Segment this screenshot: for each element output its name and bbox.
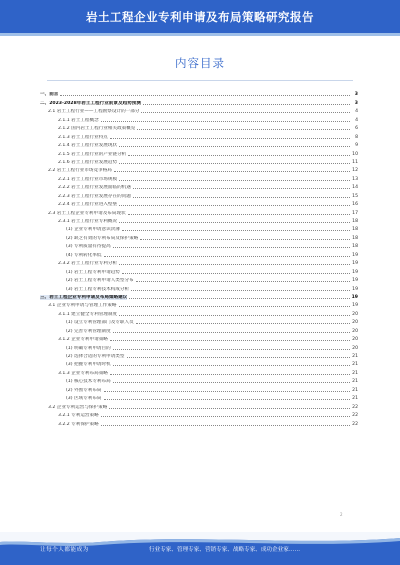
toc-entry[interactable] xyxy=(40,114,358,122)
toc-entry[interactable] xyxy=(40,249,358,257)
toc-entry[interactable] xyxy=(40,173,358,181)
toc-leader-dots xyxy=(140,239,350,240)
toc-entry[interactable] xyxy=(40,325,358,333)
toc-entry[interactable] xyxy=(40,89,358,97)
toc-page-number: 8 xyxy=(355,134,358,140)
toc-entry[interactable] xyxy=(40,334,358,342)
toc-entry[interactable] xyxy=(40,224,358,232)
footer-tagline: 行业专家、管理专家、营销专家、战略专家、成功企业家…… xyxy=(149,547,301,553)
toc-entry[interactable] xyxy=(40,359,358,367)
toc-leader-dots xyxy=(101,121,350,122)
toc-page-number: 18 xyxy=(352,244,358,250)
toc-entry-text: 2.1.2 国内岩土工程行业相关政策概览 xyxy=(58,126,136,132)
toc-page-number: 14 xyxy=(352,185,358,191)
toc-leader-dots xyxy=(128,155,350,156)
toc-entry[interactable] xyxy=(40,292,358,300)
toc-entry[interactable] xyxy=(40,199,358,207)
toc-entry-text: (1) 核心技术专利布局 xyxy=(66,379,111,385)
toc-entry-text: 一、前言 xyxy=(40,92,59,98)
toc-entry[interactable] xyxy=(40,207,358,215)
toc-page-number: 22 xyxy=(352,413,358,419)
toc-entry[interactable] xyxy=(40,190,358,198)
report-header-banner xyxy=(0,0,400,33)
toc-leader-dots xyxy=(119,180,350,181)
toc-entry[interactable] xyxy=(40,266,358,274)
toc-leader-dots xyxy=(133,197,350,198)
toc-leader-dots xyxy=(101,425,350,426)
toc-entry-text: (2) 岩土工程专利申请人类型分布 xyxy=(66,278,134,284)
toc-page-number: 22 xyxy=(352,404,358,410)
toc-entry[interactable] xyxy=(40,401,358,409)
toc-entry-text: 2.2.4 岩土工程行业进入壁垒 xyxy=(58,202,118,208)
toc-entry-text: 2.3 岩土工程企业专利申请及布局现状 xyxy=(48,210,126,216)
toc-entry[interactable] xyxy=(40,300,358,308)
toc-leader-dots xyxy=(131,290,350,291)
toc-leader-dots xyxy=(128,214,350,215)
toc-entry-text: (3) 岩土工程专利技术构成分析 xyxy=(66,286,130,292)
toc-leader-dots xyxy=(137,129,350,130)
toc-page-number: 18 xyxy=(352,227,358,233)
toc-title: 内容目录 xyxy=(175,56,225,70)
toc-entry-text: 2.3.2 岩土工程行业专利分析 xyxy=(58,261,118,267)
toc-leader-dots xyxy=(113,349,350,350)
toc-entry[interactable] xyxy=(40,410,358,418)
toc-leader-dots xyxy=(119,205,350,206)
toc-page-number: 17 xyxy=(352,210,358,216)
toc-entry-text: 2.1 岩土工程行业——工程勘察设计的一部分 xyxy=(48,109,140,115)
toc-entry-text: (1) 设立专利管理部门及专职人员 xyxy=(66,320,134,326)
toc-entry[interactable] xyxy=(40,216,358,224)
report-title: 岩土工程企业专利申请及布局策略研究报告 xyxy=(86,9,314,24)
toc-title-divider xyxy=(47,80,353,81)
toc-leader-dots xyxy=(119,264,350,265)
toc-entry-text: 2.1.1 岩土工程概念 xyxy=(58,117,99,123)
toc-entry-text: (2) 外围专利布局 xyxy=(66,387,102,393)
toc-entry-text: (1) 岩土工程专利申请趋势 xyxy=(66,269,120,275)
toc-entry[interactable] xyxy=(40,418,358,426)
toc-entry-text: 3.1 企业专利申请与管理工作策略 xyxy=(48,303,117,309)
toc-entry[interactable] xyxy=(40,258,358,266)
toc-entry-text: (2) 缺乏有效的专利布局及保护策略 xyxy=(66,235,139,241)
toc-page-number: 21 xyxy=(352,362,358,368)
toc-page-number: 16 xyxy=(352,202,358,208)
toc-entry-text: 二、2023-2028年岩土工程行业前景及趋势预测 xyxy=(40,100,141,106)
toc-entry-text: 2.1.5 岩土工程行业的产业链分析 xyxy=(58,151,127,157)
toc-page-number: 10 xyxy=(352,151,358,157)
toc-entry-text: 3.2 企业专利运营与保护策略 xyxy=(48,404,108,410)
toc-leader-dots xyxy=(122,273,350,274)
toc-leader-dots xyxy=(119,163,350,164)
toc-entry-text: 2.3.1 岩土工程行业专利概况 xyxy=(58,219,118,224)
toc-entry[interactable] xyxy=(40,165,358,173)
toc-page-number: 13 xyxy=(352,176,358,182)
toc-entry[interactable] xyxy=(40,351,358,359)
toc-page-number: 20 xyxy=(352,311,358,317)
toc-entry[interactable] xyxy=(40,308,358,316)
toc-page-number: 19 xyxy=(352,286,358,292)
toc-page-number: 20 xyxy=(352,328,358,334)
toc-leader-dots xyxy=(60,95,350,96)
toc-leader-dots xyxy=(114,171,350,172)
toc-entry-text: (2) 选择合适的专利申请类型 xyxy=(66,354,125,359)
toc-page-number: 21 xyxy=(352,396,358,402)
toc-entry[interactable] xyxy=(40,367,358,375)
toc-entry-text: (1) 企业专利申请意识淡薄 xyxy=(66,227,120,233)
toc-entry-text: 3.2.1 专利运营策略 xyxy=(58,413,99,419)
toc-page-number: 18 xyxy=(352,219,358,224)
toc-entry-text: 2.2.1 岩土工程行业市场规模 xyxy=(58,176,118,182)
toc-leader-dots xyxy=(101,416,350,417)
toc-entry-text: (1) 明确专利申请目的 xyxy=(66,345,111,351)
toc-page-number: 15 xyxy=(352,193,358,199)
toc-leader-dots xyxy=(122,230,350,231)
toc-entry-text: (3) 专利质量有待提高 xyxy=(66,244,111,250)
toc-page-number: 4 xyxy=(355,117,358,123)
toc-page-number: 6 xyxy=(355,126,358,132)
toc-entry-text: (3) 把握专利申请时机 xyxy=(66,362,111,368)
toc-page-number: 18 xyxy=(352,235,358,241)
toc-page-number: 3 xyxy=(354,92,358,98)
toc-page-number: 21 xyxy=(352,387,358,393)
toc-entry[interactable] xyxy=(40,393,358,401)
toc-entry-text: 2.2.3 岩土工程行业发展存在的问题 xyxy=(58,193,131,199)
toc-page-number: 19 xyxy=(352,303,358,309)
toc-leader-dots xyxy=(110,340,350,341)
table-of-contents xyxy=(40,89,358,427)
toc-leader-dots xyxy=(119,146,350,147)
toc-entry[interactable] xyxy=(40,384,358,392)
toc-page-number: 19 xyxy=(351,294,358,300)
toc-leader-dots xyxy=(129,298,349,299)
page-number: 2 xyxy=(340,512,343,517)
toc-page-number: 21 xyxy=(352,370,358,376)
toc-entry[interactable] xyxy=(40,342,358,350)
toc-leader-dots xyxy=(133,188,350,189)
toc-entry-text: 2.1.6 岩土工程行业发展趋势 xyxy=(58,159,118,165)
toc-leader-dots xyxy=(136,323,350,324)
toc-entry[interactable] xyxy=(40,376,358,384)
toc-leader-dots xyxy=(143,104,350,105)
toc-entry[interactable] xyxy=(40,241,358,249)
header-divider xyxy=(0,33,400,36)
toc-entry-text: 3.1.2 企业专利申请策略 xyxy=(58,337,108,343)
toc-leader-dots xyxy=(141,112,350,113)
toc-page-number: 22 xyxy=(352,421,358,427)
toc-page-number: 20 xyxy=(352,337,358,343)
toc-entry-text: 3.1.1 建立健全专利管理制度 xyxy=(58,311,118,317)
toc-leader-dots xyxy=(119,222,350,223)
toc-leader-dots xyxy=(113,332,350,333)
toc-entry-text: (2) 完善专利管理制度 xyxy=(66,328,111,334)
toc-entry-text: 3.1.3 企业专利布局策略 xyxy=(58,370,108,376)
toc-page-number: 19 xyxy=(352,252,358,258)
toc-entry[interactable] xyxy=(40,148,358,156)
toc-entry[interactable] xyxy=(40,123,358,131)
toc-leader-dots xyxy=(113,382,350,383)
toc-page-number: 19 xyxy=(352,269,358,275)
toc-leader-dots xyxy=(109,408,350,409)
toc-entry[interactable] xyxy=(40,140,358,148)
toc-entry[interactable] xyxy=(40,97,358,105)
toc-leader-dots xyxy=(136,281,350,282)
toc-leader-dots xyxy=(119,315,350,316)
toc-page-number: 21 xyxy=(352,354,358,359)
toc-page-number: 11 xyxy=(352,159,358,165)
toc-page-number: 20 xyxy=(352,345,358,351)
toc-entry-text: 2.2.2 岩土工程行业发展面临的机遇 xyxy=(58,185,131,191)
toc-entry-text: (3) 区域专利布局 xyxy=(66,396,102,402)
toc-page-number: 4 xyxy=(355,109,358,115)
toc-entry[interactable] xyxy=(40,131,358,139)
toc-leader-dots xyxy=(113,365,350,366)
toc-entry-text: 3.2.2 专利保护策略 xyxy=(58,421,99,427)
toc-page-number: 19 xyxy=(352,278,358,284)
toc-entry[interactable] xyxy=(40,275,358,283)
toc-entry[interactable] xyxy=(40,157,358,165)
toc-leader-dots xyxy=(104,256,350,257)
toc-leader-dots xyxy=(119,306,351,307)
toc-page-number: 3 xyxy=(354,100,358,106)
toc-entry[interactable] xyxy=(40,317,358,325)
toc-entry-text: 三、岩土工程企业专利申请及布局策略建议 xyxy=(40,294,128,300)
toc-leader-dots xyxy=(104,391,350,392)
toc-entry[interactable] xyxy=(40,106,358,114)
toc-page-number: 21 xyxy=(352,379,358,385)
toc-entry[interactable] xyxy=(40,232,358,240)
toc-leader-dots xyxy=(110,138,350,139)
toc-entry[interactable] xyxy=(40,283,358,291)
toc-page-number: 20 xyxy=(352,320,358,326)
toc-entry-text: (4) 专利转化率低 xyxy=(66,252,102,258)
toc-leader-dots xyxy=(113,247,350,248)
toc-leader-dots xyxy=(110,374,350,375)
toc-page-number: 12 xyxy=(352,168,358,174)
toc-entry-text: 2.1.4 岩土工程行业发展现状 xyxy=(58,143,118,149)
toc-page-number: 9 xyxy=(355,143,358,149)
toc-leader-dots xyxy=(104,399,350,400)
toc-entry-text: 2.2 岩土工程行业市场竞争格局 xyxy=(48,168,112,174)
footer-slogan: 让每个人都能成为 xyxy=(40,547,89,553)
toc-entry-text: 2.1.3 岩土工程行业特点 xyxy=(58,134,108,140)
toc-entry[interactable] xyxy=(40,182,358,190)
toc-page-number: 19 xyxy=(352,261,358,267)
toc-leader-dots xyxy=(127,357,351,358)
